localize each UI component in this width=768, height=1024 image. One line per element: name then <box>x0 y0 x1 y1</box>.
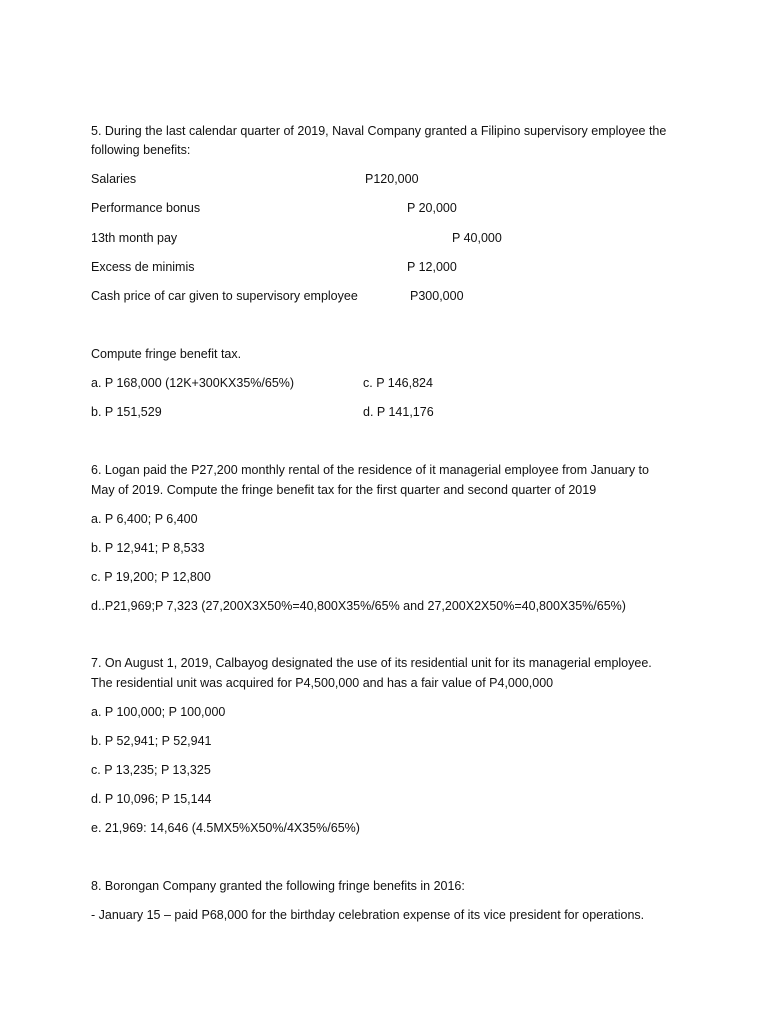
q5-choice-b: b. P 151,529 <box>91 405 162 419</box>
q5-item-value-car: P300,000 <box>410 289 464 303</box>
q6-choice-d: d..P21,969;P 7,323 (27,200X3X50%=40,800X35%/65% and 27,200X2X50%=40,800X35%/65%) <box>91 599 626 613</box>
q6-choice-b: b. P 12,941; P 8,533 <box>91 541 205 555</box>
q5-choice-a: a. P 168,000 (12K+300KX35%/65%) <box>91 376 295 390</box>
q5-item-label-salaries: Salaries <box>91 172 137 186</box>
q5-item-value-salaries: P120,000 <box>365 172 419 186</box>
q6-stem-line1: 6. Logan paid the P27,200 monthly rental of the residence of it managerial employee from January to <box>91 463 649 477</box>
q6-choice-c: c. P 19,200; P 12,800 <box>91 570 211 584</box>
q6-stem-line2: May of 2019. Compute the fringe benefit tax for the first quarter and second quarter of 2019 <box>91 483 597 497</box>
q7-choice-e: e. 21,969: 14,646 (4.5MX5%X50%/4X35%/65%) <box>91 821 360 835</box>
q7-stem-line2: The residential unit was acquired for P4,500,000 and has a fair value of P4,000,000 <box>91 676 554 690</box>
q8-stem-line1: 8. Borongan Company granted the following fringe benefits in 2016: <box>91 879 465 893</box>
q6-choice-a: a. P 6,400; P 6,400 <box>91 512 198 526</box>
q5-item-value-de-minimis: P 12,000 <box>407 260 457 274</box>
q5-item-label-de-minimis: Excess de minimis <box>91 260 195 274</box>
q7-choice-d: d. P 10,096; P 15,144 <box>91 792 212 806</box>
q5-item-label-performance-bonus: Performance bonus <box>91 201 201 215</box>
q5-stem-line2: following benefits: <box>91 143 191 157</box>
q7-choice-b: b. P 52,941; P 52,941 <box>91 734 212 748</box>
q7-choice-c: c. P 13,235; P 13,325 <box>91 763 211 777</box>
q7-choice-a: a. P 100,000; P 100,000 <box>91 705 226 719</box>
q8-stem-line2: - January 15 – paid P68,000 for the birthday celebration expense of its vice president for operations. <box>91 908 645 922</box>
q5-stem-line1: 5. During the last calendar quarter of 2019, Naval Company granted a Filipino supervisory employee the <box>91 124 667 138</box>
q5-prompt: Compute fringe benefit tax. <box>91 347 242 361</box>
q5-choice-d: d. P 141,176 <box>363 405 434 419</box>
q5-item-label-13th-month: 13th month pay <box>91 231 178 245</box>
q5-item-label-car: Cash price of car given to supervisory employee <box>91 289 358 303</box>
q5-choice-c: c. P 146,824 <box>363 376 433 390</box>
q5-item-value-13th-month: P 40,000 <box>452 231 502 245</box>
q7-stem-line1: 7. On August 1, 2019, Calbayog designated the use of its residential unit for its managerial employee. <box>91 656 652 670</box>
q5-item-value-performance-bonus: P 20,000 <box>407 201 457 215</box>
